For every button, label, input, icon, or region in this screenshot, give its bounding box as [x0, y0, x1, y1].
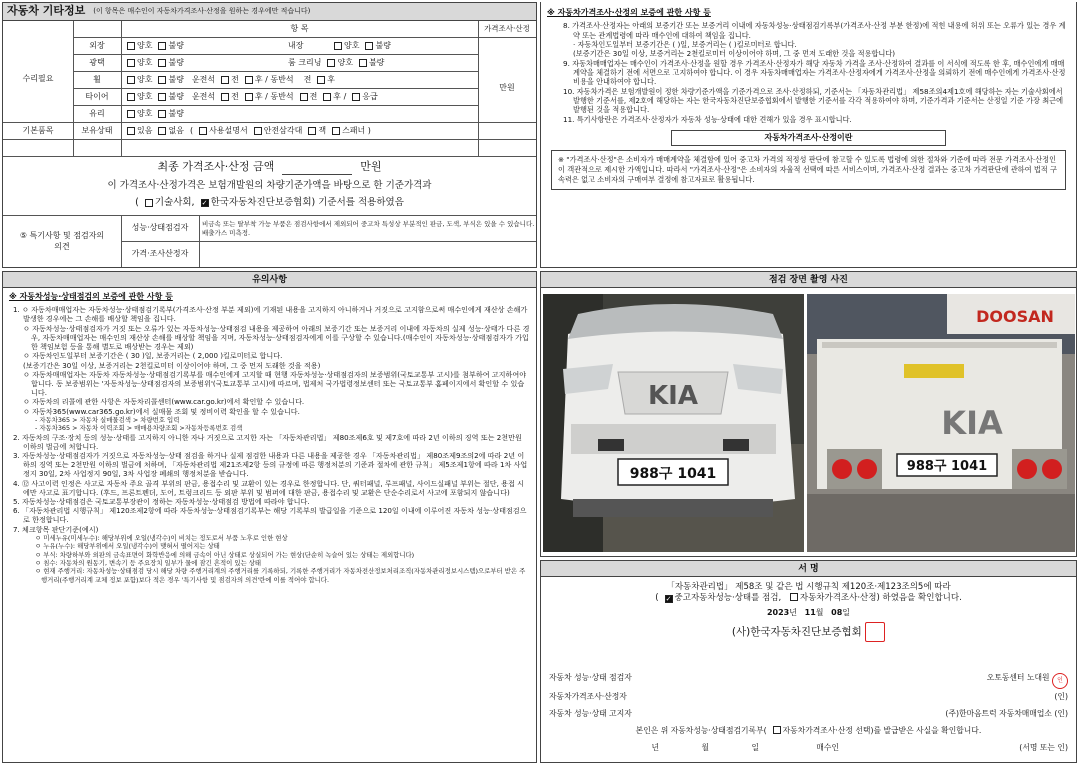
glass-good-checkbox[interactable] — [127, 110, 135, 118]
price-definition-text: ※ "가격조사·산정"은 소비자가 매매계약을 체결함에 있어 중고차 가격의 적정성 판단에 참고할 수 있도록 법령에 의한 절차와 기준에 따라 전문 가격조사·산정인이 객관적으로 제시한 가액입니다. 따라서 "가격조사·산정"은 소비자의 자율적 선택에 따른 서비스이며, 가격조사·산정 결과는 중고차 가격판단에 관하여 법적 구속력은 없고 소비자의 구매여부 결정에 참고자료로 활용됩니다. — [551, 150, 1066, 189]
notes-line: 2. 자동차의 구조·장치 등의 성능·상태를 고지하지 아니한 자나 거짓으로 고지한 자는 「자동차관리법」 제80조제6호 및 제7호에 따라 2년 이하의 징역 또는 2천만원 이하의 벌금에 처합니다. — [13, 432, 522, 451]
price-warranty-item: 9. 자동차매매업자는 매수인이 가격조사·산정을 원할 경우 가격조사·산정자가 해당 자동차 가격을 조사·산정하여 결과를 이 서식에 적도록 한 후, 매수인에게 매매계약을 체결하기 전에 서면으로 고지하여야 합니다. 이 경우 자동차매매업자는 가격조사·산정자에게 가격조사·산정을 의뢰하기 전에 매수인에게 가격조사·산정 비용을 안내하여야 합니다. — [563, 58, 1066, 87]
special-notes-label: ⑤ 특기사항 및 점검자의 의견 — [19, 231, 105, 251]
sign-month: 11 — [804, 607, 816, 617]
price-basis-text: 이 가격조사·산정가격은 보험개발원의 차량기준가액을 바탕으로 한 기준가격과 — [107, 179, 432, 191]
tire-label: 타이어 — [85, 91, 109, 101]
org-name: (사)한국자동차진단보증협회 — [731, 625, 862, 638]
sign-day: 08 — [831, 607, 843, 617]
vehicle-extra-info-panel: 자동차 기타정보 (이 항목은 매수인이 자동차가격조사·산정을 원하는 경우에만 적습니다) 항 목 가격조사·산정 수리필요 만원 외장 양호 불량 내장 양호 불량 광택 양호 불량 룸 크리닝 양호 불량 휠 양호 불량 운전석 전 후 / 동반석 전 후 타이어 양호 불량 운전석 전 후 / 동반석 전 후 / 응급 유리 양호 불량 기본품목 보유상태 있음 없음 ( 사용설명서 안전삼각대 잭 스패너 ) 최종 가격조사·산정 금액 만원 이 가격조사·산정가격은 보험개발원의 차량기준가액을 바탕으로 한 기준가격과 ( 기술사회, ✓ 한국자동차진단보증협회 ) 기준서를 적용하였음 ⑤ 특기사항 및 점검자의 의견 성능·상태점검자 비금속 또는 탈부착 가능 부품은 점검사항에서 제외되어 중고차 특성상 부분적인 판금, 도색, 부식은 있을 수 있습니다. 배출가스 미측정. 가격·조사산정자 — [2, 2, 537, 268]
price-warranty-list — [559, 21, 1070, 124]
signer-value: 오토동센터 노대원 — [986, 673, 1050, 682]
tire-bad-checkbox[interactable] — [158, 93, 166, 101]
notes-line: ㅇ 침수: 자동차의 원동기, 변속기 등 주요장치 일부가 물에 잠긴 흔적이 있는 상태 — [35, 558, 262, 567]
none-checkbox[interactable] — [158, 127, 166, 135]
interior-label: 내장 — [288, 40, 304, 50]
notes-line: ㅇ 자동차의 리콜에 관한 사항은 자동차리콜센터(www.car.go.kr)에서 확인할 수 있습니다. — [23, 397, 305, 407]
have-checkbox[interactable] — [127, 127, 135, 135]
tire-good-checkbox[interactable] — [127, 93, 135, 101]
buyer-signature: (서명 또는 인) — [1019, 743, 1068, 752]
wheel-passenger-rear-checkbox[interactable] — [317, 76, 325, 84]
wheel-bad-checkbox[interactable] — [158, 76, 166, 84]
notes-line: 7. 체크항목 판단기준(예시) — [13, 524, 99, 534]
law-basis-line: 「자동차관리법」 제58조 및 같은 법 시행규칙 제120조·제123조의5에 따라 — [666, 582, 951, 592]
photo-header: 점검 장면 촬영 사진 — [541, 272, 1076, 288]
tire-driver-rear-checkbox[interactable] — [245, 93, 253, 101]
wheel-good-checkbox[interactable] — [127, 76, 135, 84]
receipt-price-checkbox[interactable] — [773, 726, 781, 734]
price-warranty-item: (보증기간은 30일 이상, 보증거리는 2천킬로미터 이상이어야 하며, 그 중 먼저 도래한 것을 적용합니다) — [573, 49, 896, 59]
extra-info-title-bar — [3, 3, 536, 21]
notes-list — [9, 305, 530, 584]
col-item-header: 항 목 — [290, 23, 309, 33]
notes-header: 유의사항 — [3, 272, 536, 288]
glass-bad-checkbox[interactable] — [158, 110, 166, 118]
basis-kaa-checkbox[interactable]: ✓ — [201, 199, 208, 207]
org-seal — [865, 622, 885, 642]
inspection-photo-panel — [540, 271, 1077, 557]
gloss-label: 광택 — [89, 57, 105, 67]
sign-year: 2023 — [766, 607, 790, 617]
interior-bad-checkbox[interactable] — [365, 42, 373, 50]
wheel-label: 휠 — [93, 74, 101, 84]
notes-line: 4. ⑫ 사고이력 인정은 사고로 자동차 주요 골격 부위의 판금, 용접수리 및 교환이 있는 경우로 한정합니다. 단, 쿼터패널, 루프패널, 사이드실패널 부위는 절단, 용접 시에만 사고로 표기합니다. (후드, 프론트펜더, 도어, 트렁크리드 등 외판 부위 및 범퍼에 대한 판금, 용접수리 및 교환은 단순수리로서 사고에 포함되지 않습니다) — [13, 478, 524, 497]
front-plate: 988구 1041 — [629, 466, 717, 482]
gloss-good-checkbox[interactable] — [127, 59, 135, 67]
triangle-checkbox[interactable] — [254, 127, 262, 135]
wheel-driver-rear-checkbox[interactable] — [245, 76, 253, 84]
basis-tech-checkbox[interactable] — [145, 199, 153, 207]
notes-line: ㅇ 부식: 차량하부와 외판의 금속표면이 화학반응에 의해 금속이 아닌 상태로 상실되어 가는 현상(단순히 녹슬어 있는 상태는 제외합니다) — [35, 550, 415, 559]
jack-checkbox[interactable] — [308, 127, 316, 135]
col-price-header: 가격조사·산정 — [484, 24, 530, 34]
extra-info-note: (이 항목은 매수인이 자동차가격조사·산정을 원하는 경우에만 적습니다) — [93, 7, 311, 16]
notes-line: (보증기간은 30일 이상, 보증거리는 2천킬로미터 이상이어야 하며, 그 중 먼저 도래한 것을 적용) — [23, 360, 321, 370]
price-warranty-item: 10. 자동차가격은 보험개발원이 정한 차량기준가액을 기준가격으로 조사·산정하되, 기준서는 「자동차관리법」 제58조의4제1호에 해당하는 자는 기술사회에서 발행한 기준서를, 제2호에 해당하는 자는 한국자동차진단보증협회에서 발행한 기준서를 각각 적용하여야 하며, 기준가격과 기준서는 산정일 기준 가장 최근에 발행된 것을 적용합니다. — [563, 86, 1064, 115]
wheel-driver-front-checkbox[interactable] — [221, 76, 229, 84]
interior-good-checkbox[interactable] — [334, 42, 342, 50]
notes-line: ㅇ 자동차성능·상태점검자가 거짓 또는 오류가 있는 자동차성능·상태점검 내용을 제공하여 아래의 보증기간 또는 보증거리 이내에 자동차의 실제 성능·상태가 다른 경우, 자동차매매업자는 매수인의 재산상 손해를 배상할 책임을 지며, 자동차성능·상태점검자에게 이를 구상할 수 있습니다.(매수인이 자동차성능·상태점검자가 가입한 책임보험 등을 통해 별도로 배상받는 경우는 제외) — [23, 323, 530, 352]
receipt-text: 본인은 위 자동차성능·상태점검기록부( — [635, 726, 767, 735]
room-bad-checkbox[interactable] — [359, 59, 367, 67]
exterior-bad-checkbox[interactable] — [158, 42, 166, 50]
spanner-checkbox[interactable] — [332, 127, 340, 135]
tire-passenger-rear-checkbox[interactable] — [323, 93, 331, 101]
notes-line: ㅇ 자동차매매업자는 자동차 자동차성능·상태점검기록부를 매수인에게 고지할 때 현행 자동차성능·상태점검자의 보증범위(국토교통부 고시)를 첨부하여 고지하여야 합니다. 동 보증범위는 '자동차성능·상태점검자의 보증범위'(국토교통부 고시)에 따르며, 법제처 국가법령정보센터 또는 국토교통부 홈페이지에서 확인할 수 있습니다. — [23, 369, 527, 398]
doosan-logo: DOOSAN — [976, 307, 1054, 326]
price-warranty-item: · 자동차인도일부터 보증기간은 ( )일, 보증거리는 ( )킬로미터로 합니다. — [573, 39, 797, 49]
notes-line: ㅇ 누유(누수): 해당부위에서 오일(냉각수)이 맺혀서 떨어지는 상태 — [35, 542, 220, 551]
price-warranty-item: 8. 가격조사·산정자는 아래의 보증기간 또는 보증거리 이내에 자동차성능·상태점검기록부(가격조사·산정 부분 한정)에 적힌 내용에 허위 또는 오류가 있는 경우 계약 또는 관계법령에 따라 매수인에 대하여 책임을 집니다. — [563, 21, 1066, 40]
used-check-checkbox[interactable]: ✓ — [665, 594, 672, 603]
signer-label: 자동차 성능·상태 점검자 — [549, 673, 632, 682]
notes-line: 6. 「자동차관리법 시행규칙」 제120조제2항에 따라 자동차성능·상태점검기록부는 해당 기록부의 발급일을 기준으로 120일 이내에 이루어진 자동차 성능·상태점검으로 한정합니다. — [13, 506, 527, 525]
owned-label: 보유상태 — [81, 125, 113, 135]
tire-spare-checkbox[interactable] — [352, 93, 360, 101]
notes-line: ㅇ 자동차인도일부터 보증기간은 ( 30 )일, 보증거리는 ( 2,000 )킬로미터로 합니다. — [23, 351, 283, 361]
price-check-checkbox[interactable] — [790, 593, 798, 601]
notes-line: ㅇ 미세누유(미세누수): 해당부위에 오일(냉각수)이 비치는 정도로서 부품 노후로 인한 현상 — [35, 533, 288, 542]
final-price-label: 최종 가격조사·산정 금액 — [157, 159, 275, 173]
tire-passenger-front-checkbox[interactable] — [300, 93, 308, 101]
signature-panel: 서 명 「자동차관리법」 제58조 및 같은 법 시행규칙 제120조·제123조의5에 따라 ( ✓ 중고자동차성능·상태를 점검, 자동차가격조사·산정) 하였음을 확인합니다. 2023년 11월 08일 (사)한국자동차진단보증협회 자동차 성능·상태 점검자 오토동센터 노대원 인 자동차가격조사·산정자 (인) 자동차 성능·상태 고지자 (주)한마음트럭 자동차매매업소 (인) 본인은 위 자동차성능·상태점검기록부( 자동차가격조사·산정 선택)를 발급받은 사실을 확인합니다. 년 월 일 매수인 (서명 또는 인) — [540, 560, 1077, 763]
price-definition-title: 자동차가격조사·산정이란 — [671, 130, 946, 146]
final-price-input[interactable] — [282, 159, 352, 174]
signer-value: (주)한마음트럭 자동차매매업소 (인) — [945, 709, 1068, 718]
price-warranty-item: 11. 특기사항란은 가격조사·산정자가 자동차 성능·상태에 대한 견해가 있을 경우 표시합니다. — [563, 114, 852, 124]
signer-label: 자동차 성능·상태 고지자 — [549, 709, 632, 718]
room-clean-label: 룸 크리닝 — [288, 57, 322, 67]
notes-line: - 자동차365 > 자동차 실매물검색 > 차량번호 입력 — [35, 415, 180, 424]
front-photo — [543, 294, 804, 552]
price-warranty-heading: ※ 자동차가격조사·산정의 보증에 관한 사항 등 — [547, 8, 711, 17]
perf-checker-opinion: 비금속 또는 탈부착 가능 부품은 점검사항에서 제외되어 중고차 특성상 부분적인 판금, 도색, 부식은 있을 수 있습니다. 배출가스 미측정. — [202, 220, 535, 237]
notes-line: 5. 자동차성능·상태점검은 국토교통부장관이 정하는 자동차성능·상태점검 방법에 따라야 합니다. — [13, 497, 310, 507]
perf-checker-label: 성능·상태점검자 — [131, 223, 189, 233]
repair-needed-label: 수리필요 — [22, 74, 54, 84]
signature-header: 서 명 — [541, 561, 1076, 577]
rear-plate: 988구 1041 — [906, 459, 988, 474]
notes-panel — [2, 271, 537, 763]
tire-driver-front-checkbox[interactable] — [221, 93, 229, 101]
price-checker-label: 가격·조사산정자 — [131, 249, 189, 259]
manual-checkbox[interactable] — [199, 127, 207, 135]
buyer-label: 매수인 — [816, 743, 839, 752]
notes-heading: ※ 자동차성능·상태점검의 보증에 관한 사항 등 — [9, 292, 173, 301]
glass-label: 유리 — [89, 108, 105, 118]
exterior-good-checkbox[interactable] — [127, 42, 135, 50]
extra-info-title: 자동차 기타정보 — [7, 4, 86, 18]
signer-value: (인) — [1054, 692, 1068, 701]
gloss-bad-checkbox[interactable] — [158, 59, 166, 67]
notes-line: 3. 자동차성능·상태점검자가 거짓으로 자동차성능·상태 점검을 하거나 실제 점검한 내용과 다른 내용을 제공한 경우 「자동차관리법」 제80조제9조의2에 따라 2년 이하의 징역 또는 2천만원 이하의 벌금에 처하며, 「자동차관리법 제21조제2항 등의 규정에 따른 행정처분의 기준과 절차에 관한 규칙」 제5조제1항에 따라 1차 사업정지 30일, 2차 사업정지 90일, 3차 사업장 폐쇄의 행정처분을 받습니다. — [13, 450, 528, 479]
exterior-label: 외장 — [89, 40, 105, 50]
basic-items-label: 기본품목 — [22, 125, 54, 135]
notes-line: ㅇ 자동차365(www.car365.go.kr)에서 실매물 조회 및 정비이력 확인을 할 수 있습니다. — [23, 406, 300, 416]
room-good-checkbox[interactable] — [327, 59, 335, 67]
inspector-seal: 인 — [1052, 673, 1068, 689]
price-won-label: 만원 — [499, 82, 515, 92]
notes-line: - 자동차365 > 자동차 이력조회 > 매매용차량조회 >자동차등록번호 검색 — [35, 424, 243, 433]
price-warranty-panel — [540, 2, 1077, 268]
rear-photo — [807, 294, 1075, 552]
notes-line: 1. ㅇ 자동차매매업자는 자동차성능·상태점검기록부(가격조사·산정 부분 제외)에 기재된 내용을 고지하지 아니하거나 거짓으로 고지함으로써 매수인에게 재산상 손해가 발생한 경우에는 그 손해를 배상할 책임을 집니다. — [13, 305, 528, 324]
kia-logo-front: KIA — [648, 381, 698, 411]
signer-label: 자동차가격조사·산정자 — [549, 692, 627, 701]
kia-logo-rear: KIA — [941, 404, 1003, 442]
notes-line: ㅇ 현재 주행거리: 자동차성능·상태점검 당시 해당 차량 주행거리계의 주행거리를 기록하되, 기록한 주행거리가 자동차전산정보처리조직(자동차관리정보시스템)으로부터 받은 주행거리(주행거리계 교체 정보 포함)보다 적은 경우 '특기사항 및 점검자의 의견'란에 이를 적어야 합니다. — [35, 567, 526, 584]
